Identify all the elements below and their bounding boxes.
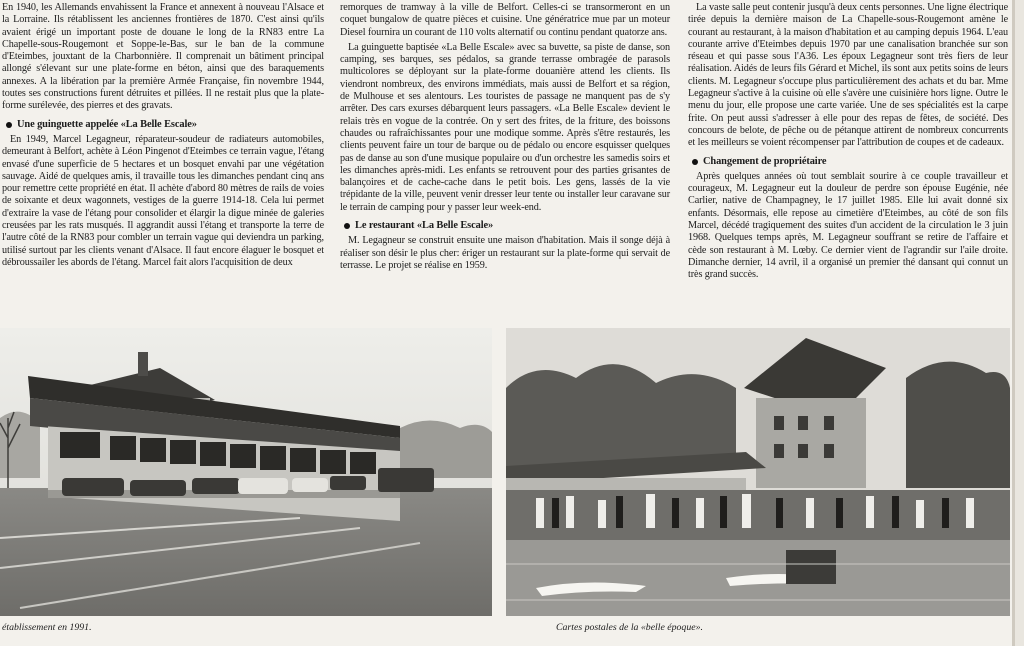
article-column-1 bbox=[2, 2, 324, 272]
photo-caption-right: Cartes postales de la «belle époque». bbox=[556, 622, 703, 633]
section-heading bbox=[344, 220, 670, 232]
bullet-icon bbox=[344, 223, 350, 229]
photo-postcard-belle-epoque bbox=[506, 328, 1010, 616]
section-heading bbox=[6, 119, 324, 131]
paragraph: En 1940, les Allemands envahissent la France et annexent à nouveau l'Alsace et la Lorraine. Ils rétablissent les anciennes frontières de 1870. C'est ainsi qu'ils avaient érigé un important poste de douane le long de la RN83 entre La Chapelle-sous-Rougemont et Soppe-le-Bas, sur le ban de la commune d'Eteimbes, jouxtant de la Charbonnière. Il comprenait un bâtiment principal allongé s'élevant sur une plate-forme en béton, ainsi que des baraquements annexes. A la libération par la première Armée Française, fin novembre 1944, toutes ses constructions furent détruites et pillées. Il ne restait plus que la plate-forme surélevée, des pierres et des gravats. bbox=[2, 2, 324, 112]
bullet-icon bbox=[6, 122, 12, 128]
paragraph: Après quelques années où tout semblait sourire à ce couple travailleur et courageux, M. Legagneur eut la douleur de perdre son épouse Eugénie, née Carlier, native de Champagney, le 17 juillet 1985. Elle lui avait donné six enfants. Désormais, elle repose au cimetière d'Eteimbes, au côté de son fils Marcel, décédé tragiquement des suites d'un accident de la circulation le 3 juin 1968. Quelques temps après, M. Legagneur souffrant se retire de l'affaire et cède son restaurant à M. Lœby. Ce dernier vient de l'agrandir sur l'aile droite. Dimanche dernier, 14 avril, il a organisé un premier thé dansant qui connut un très grand succès. bbox=[688, 170, 1008, 281]
paragraph: remorques de tramway à la ville de Belfort. Celles-ci se transormeront en un coquet bungalow de quatre pièces et cuisine. Une génératrice mue par un moteur Diesel fournira un courant de 110 volts alternatif ou continu pendant quatorze ans. bbox=[340, 2, 670, 38]
photo-restaurant-1991 bbox=[0, 328, 492, 616]
paragraph: M. Legagneur se construit ensuite une maison d'habitation. Mais il songe déjà à réaliser son désir le plus cher: ériger un restaurant sur la plate-forme qui servait de terrasse. Le projet se réalise en 1959. bbox=[340, 235, 670, 271]
section-heading-text: Changement de propriétaire bbox=[703, 155, 827, 167]
bullet-icon bbox=[692, 159, 698, 165]
section-heading-text: Une guinguette appelée «La Belle Escale» bbox=[17, 118, 197, 130]
section-heading bbox=[692, 156, 1008, 168]
section-heading-text: Le restaurant «La Belle Escale» bbox=[355, 220, 494, 232]
paragraph: La vaste salle peut contenir jusqu'à deux cents personnes. Une ligne électrique tirée depuis la dernière maison de La Chapelle-sous-Rougemont amène le courant au restaurant, à la maison d'habitation et au camping depuis 1964. L'eau courante arrive d'Eteimbes depuis 1970 par une canalisation branchée sur son réseau et qui passe sous l'A36. Les époux Legagneur sont très fiers de leur réalisation. Aidés de leurs fils Gérard et Michel, ils sont aux petits soins de leurs clients. M. Legagneur s'occupe plus particulièrement des achats et du bar. Mme Legagneur s'active à la cuisine où elle s'avère une cuisinière hors ligne. Outre le menu du jour, elle propose une carte variée. Une de ses spécialités est la carpe frite. On peut aussi s'adresser à elle pour des repas de fêtes, de société. Des concours de belote, de pêche ou de pétanque attirent de nombreux concurrents et les meilleurs se voient récompenser par l'attribution de coupes et de cadeaux. bbox=[688, 2, 1008, 149]
article-column-3 bbox=[688, 2, 1008, 285]
paragraph: La guinguette baptisée «La Belle Escale» avec sa buvette, sa piste de danse, son camping, ses barques, ses pédalos, sa grande terrasse ombragée de parasols multicolores se déployant sur la plate-forme douanière attend les clients. Ils viendront nombreux, des environs immédiats, mais aussi de Belfort et sa région, de Mulhouse et ses alentours. Les touristes de passage ne manquent pas de s'y arrêter. Des cars exurses débarquent leurs passagers. «La Belle Escale» devient le relais très en vogue de la contrée. On y sert des frites, de la friture, des boissons chaudes ou rafraîchissantes pour une modique somme. Après s'être restaurés, les clients peuvent faire un tour de barque ou de pédalo ou encore esquisser quelques pas de danse au son d'une musique populaire ou d'un orchestre les samedis soirs et les dimanches après-midi. Les enfants se retrouvent pour des parties grisantes de balançoires et de cache-cache dans le petit bois. Les gens, lassés de la vie trépidante de la ville, peuvent venir dresser leur tente ou installer leur caravane sur le terrain de camping pour y passer leur week-end. bbox=[340, 41, 670, 213]
paragraph: En 1949, Marcel Legagneur, réparateur-soudeur de radiateurs automobiles, demeurant à Belfort, achète à Léon Pingenot d'Eteimbes ce terrain vague, l'étang envasé d'une superficie de 5 hectares et un bosquet envahi par une végétation sauvage. Aidé de quelques amis, il travaille tous les dimanches pendant cinq ans pour remettre cette propriété en état. Il achète d'abord 80 mètres de rails de voies de soixante et deux wagonnets, vestiges de la guerre 1914-18. Cela lui permet d'extraire la vase de l'étang pour consolider et élargir la digue minée de galeries creusées par les rats musqués. Il aggrandit aussi l'étang et transporte la terre de l'autre côté de la RN83 pour combler un terrain vague qui deviendra un parking, utilisé surtout par les clients venant d'Alsace. Il faut encore élaguer le bosquet et débroussailer les abords de l'étang. Marcel fait alors l'acquisition de deux bbox=[2, 133, 324, 268]
photo-caption-left: établissement en 1991. bbox=[2, 622, 92, 633]
article-column-2 bbox=[340, 2, 670, 275]
